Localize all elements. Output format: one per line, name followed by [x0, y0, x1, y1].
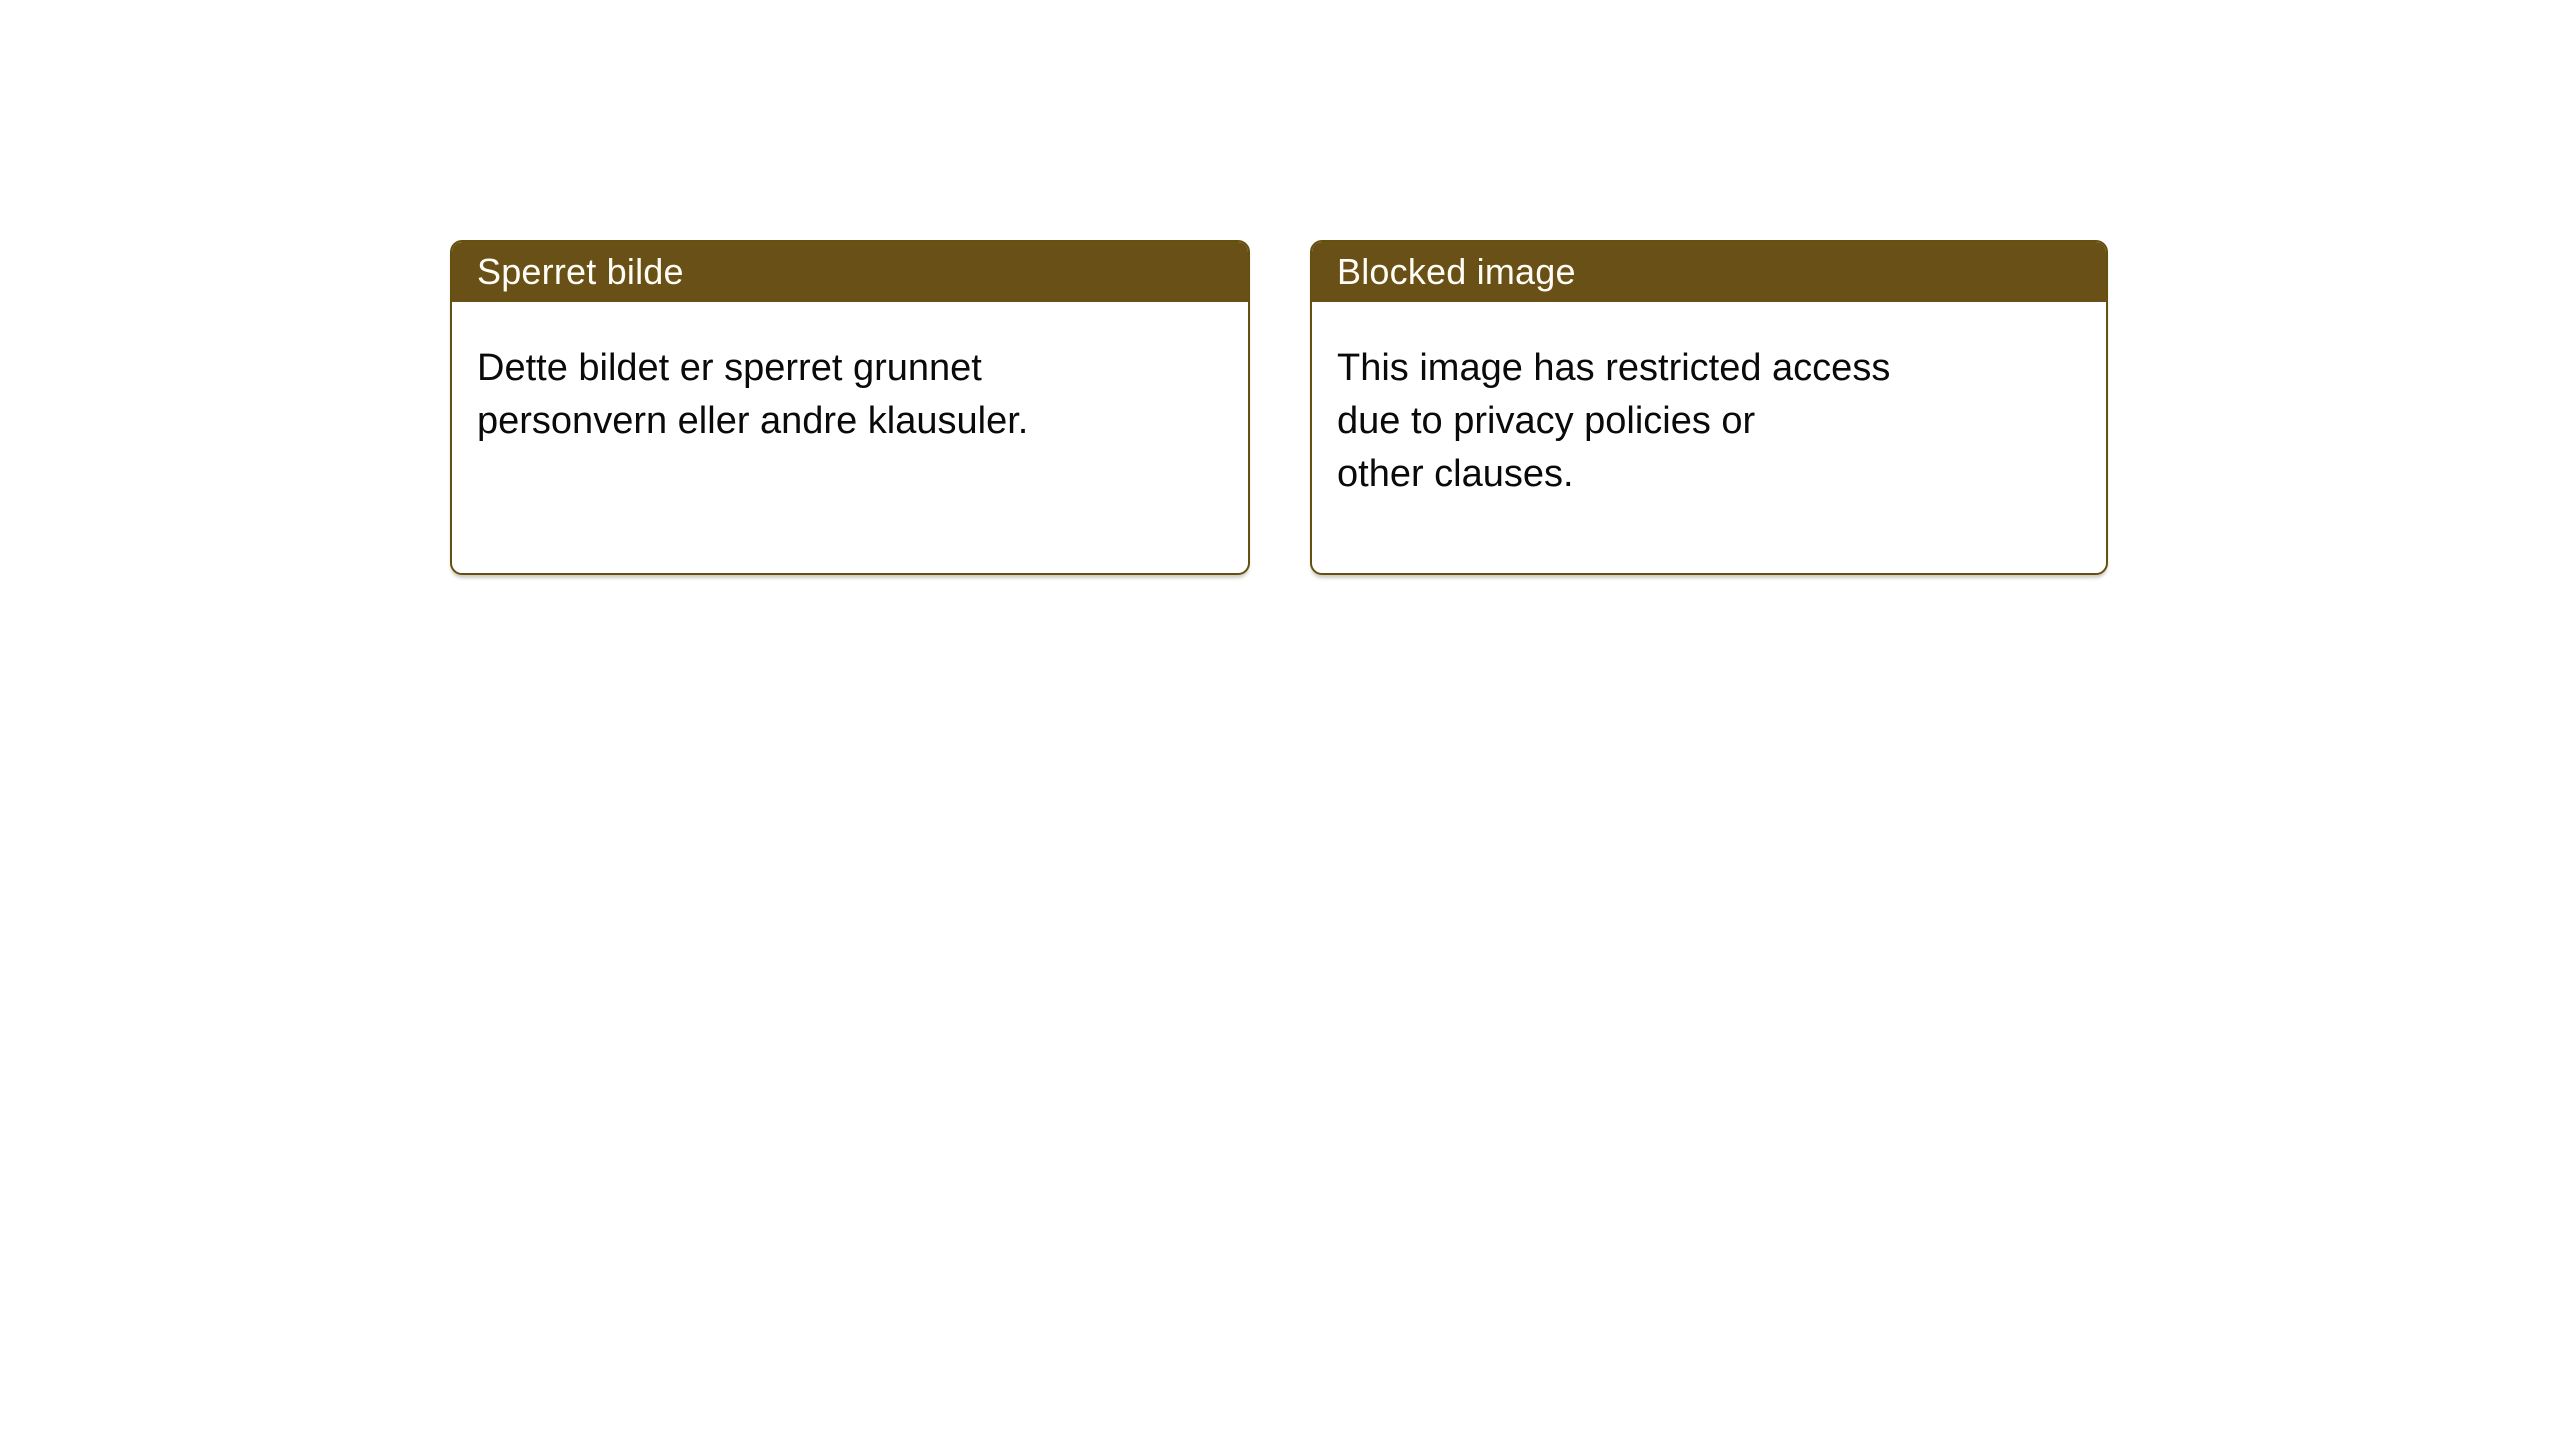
card-title: Sperret bilde	[477, 251, 684, 292]
card-header	[1312, 242, 2106, 302]
card-message-line: Dette bildet er sperret grunnet	[477, 347, 982, 389]
blocked-image-card-norwegian	[450, 240, 1250, 575]
blocked-image-card-english	[1310, 240, 2108, 575]
card-message-line: This image has restricted access	[1337, 347, 1891, 389]
card-message-line: personvern eller andre klausuler.	[477, 400, 1029, 442]
card-title: Blocked image	[1337, 251, 1576, 292]
card-body	[452, 302, 1248, 448]
card-message-line: due to privacy policies or	[1337, 400, 1756, 442]
card-message-line: other clauses.	[1337, 453, 1574, 495]
card-header	[452, 242, 1248, 302]
card-body	[1312, 302, 2106, 501]
